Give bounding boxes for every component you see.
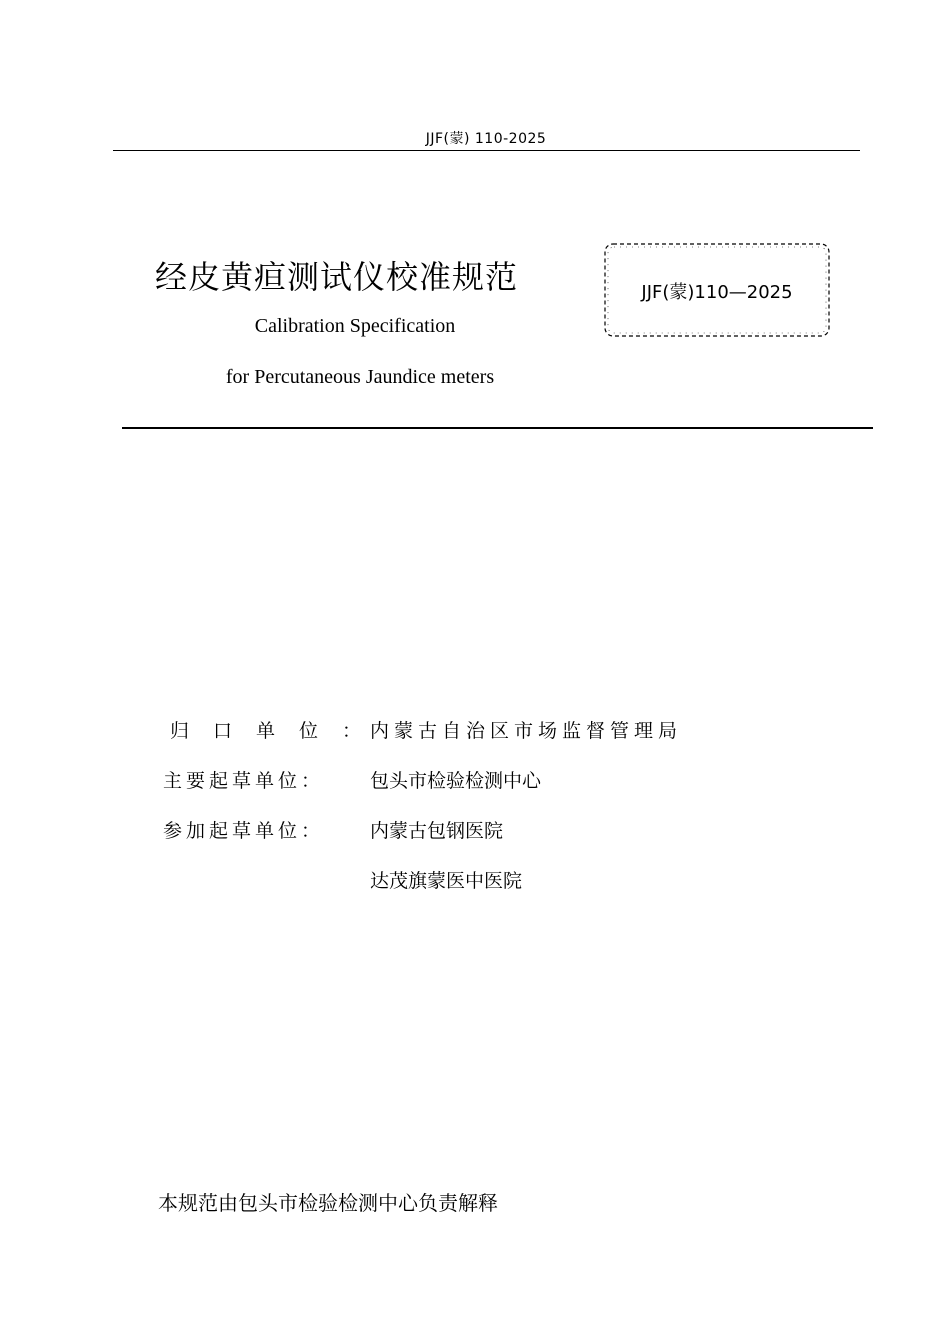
header-divider (113, 150, 860, 151)
standard-code-text: JJF(蒙)110—2025 (641, 282, 793, 303)
standard-code-box (602, 240, 832, 340)
document-title-english-line1: Calibration Specification (254, 315, 456, 337)
interpretation-note: 本规范由包头市检验检测中心负责解释 (158, 1191, 498, 1215)
admin-unit-value: 内蒙古自治区市场监督管理局 (370, 720, 683, 742)
title-divider (122, 427, 873, 429)
document-title-chinese: 经皮黄疸测试仪校准规范 (155, 258, 519, 296)
header-standard-code: JJF(蒙) 110-2025 (425, 131, 547, 147)
participating-unit-2: 达茂旗蒙医中医院 (370, 870, 523, 892)
document-title-english-line2: for Percutaneous Jaundice meters (225, 366, 495, 388)
main-drafting-unit-value: 包头市检验检测中心 (370, 770, 542, 792)
admin-unit-label: 归口单位： (170, 720, 386, 742)
main-drafting-unit-label: 主要起草单位： (163, 770, 325, 792)
participating-unit-1: 内蒙古包钢医院 (370, 820, 504, 842)
participating-unit-label: 参加起草单位： (163, 820, 325, 842)
